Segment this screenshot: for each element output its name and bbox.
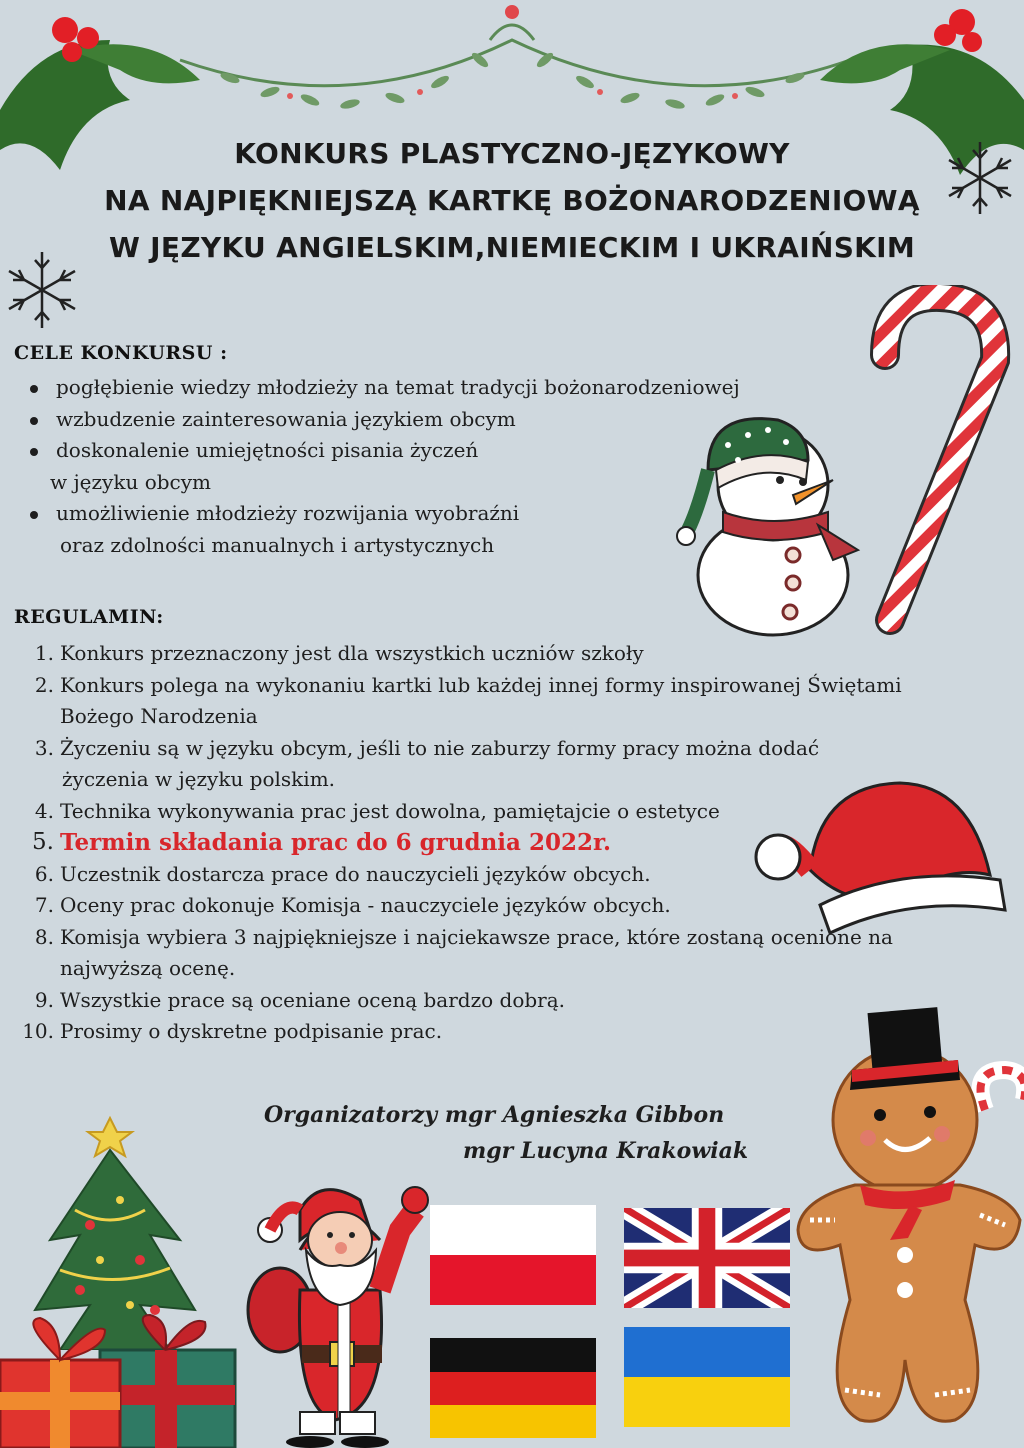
santa-hat-illustration bbox=[750, 775, 1012, 940]
organizers-line-2: mgr Lucyna Krakowiak bbox=[463, 1138, 749, 1164]
list-item: 1. Konkurs przeznaczony jest dla wszystkich uczniów szkoły bbox=[34, 641, 644, 665]
list-item: 9. Wszystkie prace są oceniane oceną bardzo dobrą. bbox=[34, 987, 565, 1012]
list-item: umożliwienie młodzieży rozwijania wyobraźni oraz zdolności manualnych i artystycznych bbox=[28, 498, 740, 561]
uk-flag bbox=[624, 1208, 790, 1308]
gingerbread-man-illustration bbox=[790, 1000, 1024, 1448]
title-line-3: W JĘZYKU ANGIELSKIM,NIEMIECKIM I UKRAIŃSKIM bbox=[108, 231, 916, 264]
snowman-illustration bbox=[668, 400, 868, 640]
goals-heading: CELE KONKURSU : bbox=[14, 342, 228, 364]
list-item: 2. Konkurs polega na wykonaniu kartki lub każdej innej formy inspirowanej Świętami Bożego Narodzenia bbox=[34, 672, 902, 728]
list-item: 7. Oceny prac dokonuje Komisja - nauczyciele języków obcych. bbox=[34, 893, 671, 917]
list-item: 8. Komisja wybiera 3 najpiękniejsze i najciekawsze prace, które zostaną ocenione na najwyższą ocenę. bbox=[34, 924, 893, 980]
title-line-2: NA NAJPIĘKNIEJSZĄ KARTKĘ BOŻONARODZENIOWĄ bbox=[104, 184, 920, 217]
poland-flag bbox=[430, 1205, 596, 1305]
list-item: 10. Prosimy o dyskretne podpisanie prac. bbox=[22, 1019, 443, 1043]
rules-heading: REGULAMIN: bbox=[14, 606, 164, 628]
santa-claus-illustration bbox=[240, 1170, 430, 1448]
germany-flag bbox=[430, 1338, 596, 1438]
gifts-illustration bbox=[0, 1310, 240, 1448]
list-item: pogłębienie wiedzy młodzieży na temat tradycji bożonarodzeniowej bbox=[28, 372, 740, 404]
list-item: 4. Technika wykonywania prac jest dowolna, pamiętajcie o estetyce bbox=[34, 798, 720, 823]
page-title bbox=[0, 130, 1024, 271]
list-item: 6. Uczestnik dostarcza prace do nauczycieli języków obcych. bbox=[34, 861, 651, 886]
list-item: wzbudzenie zainteresowania językiem obcym bbox=[28, 404, 740, 436]
organizers-line-1: Organizatorzy mgr Agnieszka Gibbon bbox=[264, 1102, 725, 1128]
ukraine-flag bbox=[624, 1327, 790, 1427]
title-line-1: KONKURS PLASTYCZNO-JĘZYKOWY bbox=[234, 137, 790, 170]
goals-list bbox=[28, 372, 740, 561]
list-item: 3. Życzeniu są w języku obcym, jeśli to nie zaburzy formy pracy można dodać życzenia w języku polskim. bbox=[34, 735, 820, 791]
list-item: doskonalenie umiejętności pisania życzeń w języku obcym bbox=[28, 435, 740, 498]
deadline-item: 5. Termin składania prac do 6 grudnia 2022r. bbox=[32, 829, 611, 856]
candy-cane-illustration bbox=[860, 285, 1020, 635]
